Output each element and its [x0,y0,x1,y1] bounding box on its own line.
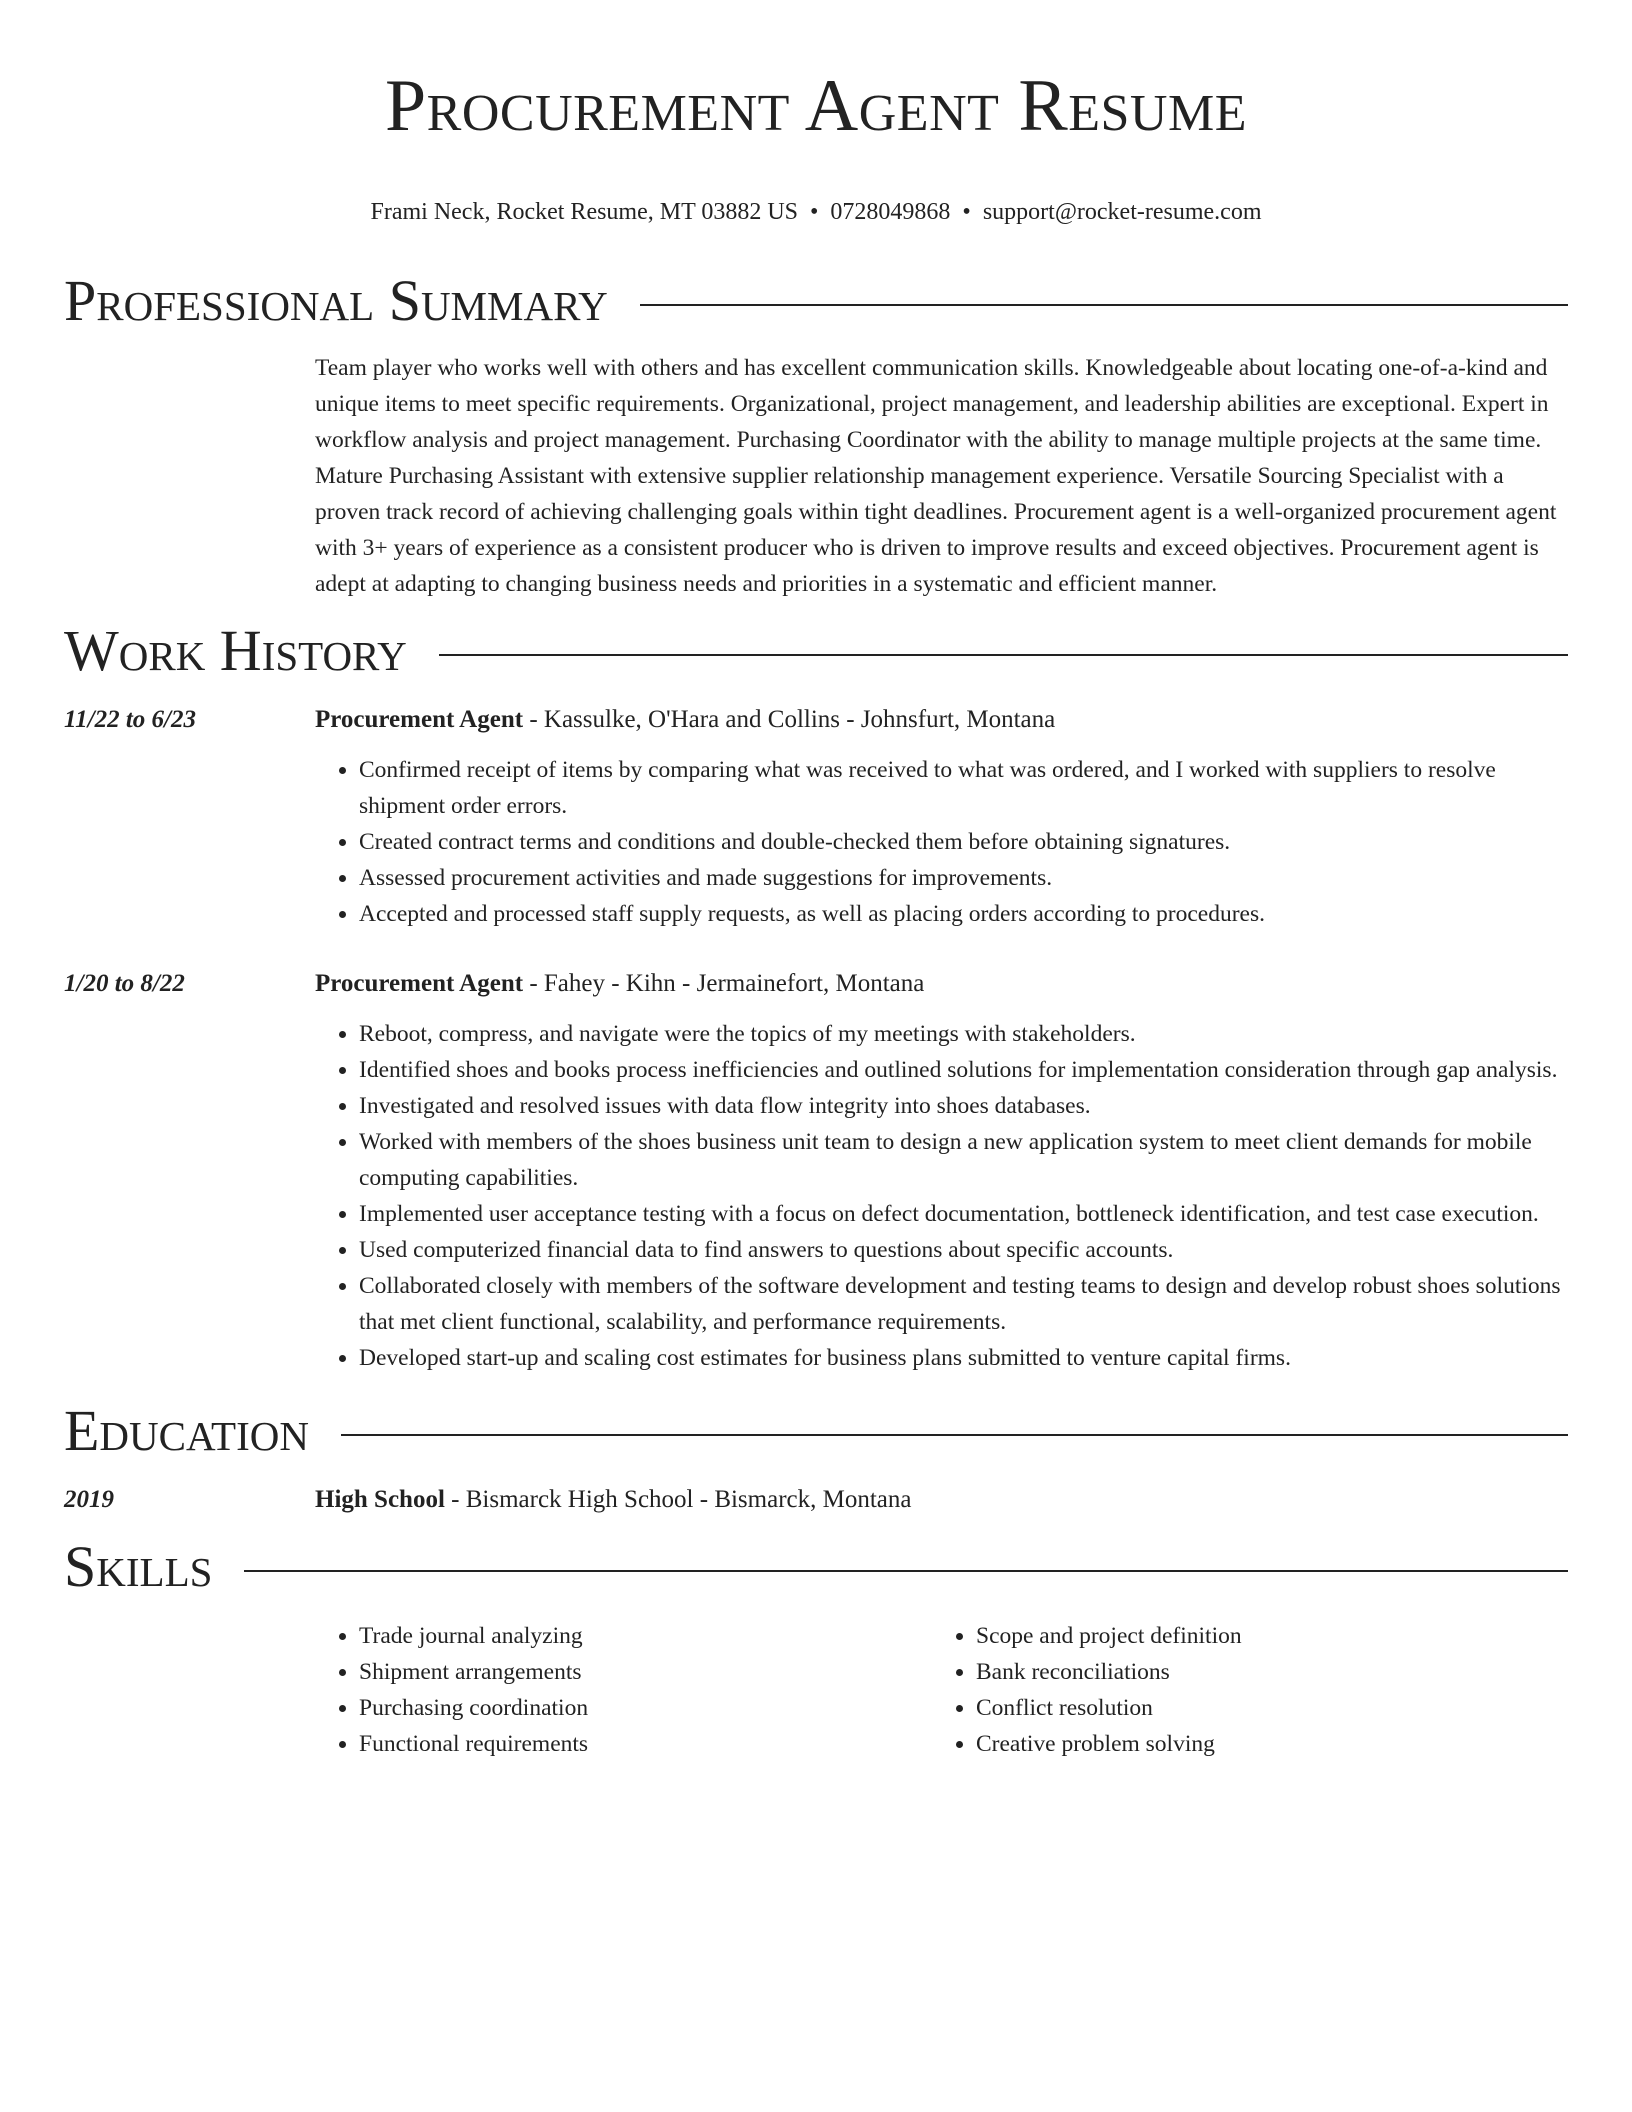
contact-phone: 0728049868 [830,199,951,225]
skills-row [64,1618,1568,1762]
section-divider [640,304,1568,306]
skills-body [315,1618,1568,1762]
list-item: • Used computerized financial data to find answers to questions about specific accounts. [359,1232,1568,1268]
skills-left-gutter [64,1618,315,1762]
education-section-header [64,1396,1568,1466]
list-item: • Confirmed receipt of items by comparing what was received to what was ordered, and I worked with suppliers to resolve shipment order errors. [359,752,1568,824]
job-title: Procurement Agent [315,970,524,997]
work-heading: Work History [64,618,407,683]
summary-left-gutter [64,350,315,602]
job-dates: 1/20 to 8/22 [64,970,185,997]
education-entry [64,1482,1568,1518]
list-item: • Developed start-up and scaling cost estimates for business plans submitted to venture capital firms. [359,1340,1568,1376]
summary-text: Team player who works well with others and has excellent communication skills. Knowledgeable about locating one-of-a-kind and unique items to meet specific requirements. Organizational, project management, and leadership abilities are exceptional. Expert in workflow analysis and project management. Purchasing Coordinator with the ability to manage multiple projects at the same time. Mature Purchasing Assistant with extensive supplier relationship management experience. Versatile Sourcing Specialist with a proven track record of achieving challenging goals within tight deadlines. Procurement agent is a well-organized procurement agent with 3+ years of experience as a consistent producer who is driven to improve results and exceed objectives. Procurement agent is adept at adapting to changing business needs and priorities in a systematic and efficient manner. [315,355,1557,597]
education-heading: Education [64,1398,309,1463]
skills-list-left [315,1618,932,1762]
list-item: • Accepted and processed staff supply requests, as well as placing orders according to procedures. [359,896,1568,932]
skills-list-right [932,1618,1549,1762]
resume-title: Procurement Agent Resume [385,65,1247,147]
contact-email: support@rocket-resume.com [982,199,1262,225]
list-item: • Shipment arrangements [359,1654,932,1690]
summary-section-header [64,266,1568,336]
job-body [315,966,1568,1376]
contact-separator: • [962,199,971,225]
summary-body [315,350,1568,602]
summary-row [64,350,1568,602]
job-entry [64,702,1568,932]
job-details: - Fahey - Kihn - Jermainefort, Montana [523,970,925,997]
education-body [315,1482,1568,1518]
list-item: • Creative problem solving [976,1726,1549,1762]
list-item: • Conflict resolution [976,1690,1549,1726]
list-item: • Created contract terms and conditions and double-checked them before obtaining signatures. [359,824,1568,860]
list-item: • Worked with members of the shoes business unit team to design a new application system to meet client demands for mobile computing capabilities. [359,1124,1568,1196]
job-details: - Kassulke, O'Hara and Collins - Johnsfurt, Montana [523,706,1056,733]
education-year: 2019 [64,1486,114,1513]
job-bullets [315,752,1568,932]
job-dates: 11/22 to 6/23 [64,706,196,733]
resume-page [64,0,1568,1762]
education-heading-line [315,1482,1568,1518]
job-heading [315,702,1568,738]
list-item: • Collaborated closely with members of the software development and testing teams to design and develop robust shoes solutions that met client functional, scalability, and performance requirements. [359,1268,1568,1340]
list-item: • Trade journal analyzing [359,1618,932,1654]
work-section-header [64,616,1568,686]
summary-heading: Professional Summary [64,268,608,333]
section-divider [244,1570,1568,1572]
list-item: • Functional requirements [359,1726,932,1762]
job-bullets [315,1016,1568,1376]
job-body [315,702,1568,932]
skills-heading: Skills [64,1534,213,1599]
list-item: • Assessed procurement activities and made suggestions for improvements. [359,860,1568,896]
contact-address: Frami Neck, Rocket Resume, MT 03882 US [370,199,798,225]
list-item: • Bank reconciliations [976,1654,1549,1690]
contact-separator: • [810,199,819,225]
education-degree: High School [315,1486,445,1513]
list-item: • Investigated and resolved issues with data flow integrity into shoes databases. [359,1088,1568,1124]
list-item: • Reboot, compress, and navigate were the topics of my meetings with stakeholders. [359,1016,1568,1052]
skills-section-header [64,1532,1568,1602]
list-item: • Scope and project definition [976,1618,1549,1654]
section-divider [439,654,1568,656]
job-title: Procurement Agent [315,706,524,733]
list-item: • Identified shoes and books process inefficiencies and outlined solutions for implementation consideration through gap analysis. [359,1052,1568,1088]
section-divider [341,1434,1568,1436]
job-entry [64,966,1568,1376]
list-item: • Implemented user acceptance testing with a focus on defect documentation, bottleneck identification, and test case execution. [359,1196,1568,1232]
job-heading [315,966,1568,1002]
education-details: - Bismarck High School - Bismarck, Montana [444,1486,912,1513]
contact-line [64,196,1568,228]
skills-columns [315,1618,1568,1762]
list-item: • Purchasing coordination [359,1690,932,1726]
